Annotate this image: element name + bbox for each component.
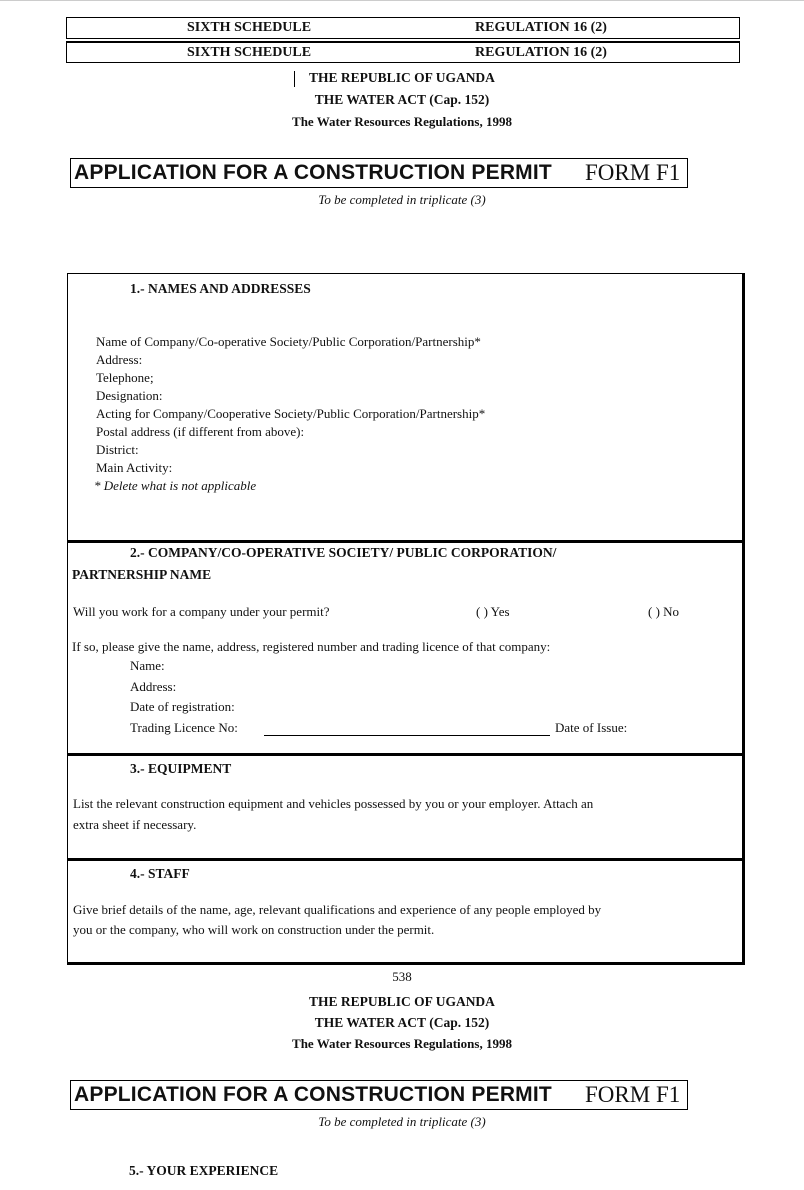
yes-option[interactable]: ( ) Yes xyxy=(476,604,510,619)
field-main-activity: Main Activity: xyxy=(96,460,173,475)
delete-note: * Delete what is not applicable xyxy=(94,478,257,493)
republic-heading: THE REPUBLIC OF UGANDA xyxy=(309,994,495,1009)
field-designation: Designation: xyxy=(96,388,163,403)
section-divider xyxy=(68,540,742,543)
no-option[interactable]: ( ) No xyxy=(648,604,680,619)
staff-instruction: Give brief details of the name, age, relevant qualifications and experience of any people employed by xyxy=(73,902,602,917)
field-company-name: Name of Company/Co-operative Society/Public Corporation/Partnership* xyxy=(96,334,481,349)
field-name: Name: xyxy=(130,658,165,673)
section2-heading-line2: PARTNERSHIP NAME xyxy=(72,567,212,582)
section5-heading: 5.- YOUR EXPERIENCE xyxy=(129,1163,279,1178)
trading-licence-input-line[interactable] xyxy=(264,735,550,736)
section-divider xyxy=(68,753,742,756)
act-heading: THE WATER ACT (Cap. 152) xyxy=(314,1015,490,1030)
regulations-heading: The Water Resources Regulations, 1998 xyxy=(292,114,512,129)
section2-heading: 2.- COMPANY/CO-OPERATIVE SOCIETY/ PUBLIC CORPORATION/ xyxy=(130,545,557,560)
form-title: APPLICATION FOR A CONSTRUCTION PERMIT xyxy=(74,1083,552,1106)
staff-instruction-line2: you or the company, who will work on construction under the permit. xyxy=(73,922,435,937)
regulation-label: REGULATION 16 (2) xyxy=(475,20,607,35)
field-district: District: xyxy=(96,442,139,457)
field-date-of-issue: Date of Issue: xyxy=(555,720,628,735)
section1-heading: 1.- NAMES AND ADDRESSES xyxy=(130,281,311,296)
page-top-border xyxy=(0,0,804,1)
field-telephone: Telephone; xyxy=(96,370,154,385)
work-for-company-question: Will you work for a company under your permit? xyxy=(73,604,330,619)
form-number: FORM F1 xyxy=(585,160,681,185)
field-trading-licence: Trading Licence No: xyxy=(130,720,238,735)
form-title-box xyxy=(70,1080,688,1110)
field-postal-address: Postal address (if different from above): xyxy=(96,424,305,439)
form-title: APPLICATION FOR A CONSTRUCTION PERMIT xyxy=(74,161,552,184)
form-number: FORM F1 xyxy=(585,1082,681,1107)
page-number: 538 xyxy=(392,969,412,984)
section-divider xyxy=(68,858,742,861)
form-frame xyxy=(67,273,745,965)
form-subtitle: To be completed in triplicate (3) xyxy=(318,192,486,207)
equipment-instruction-line2: extra sheet if necessary. xyxy=(73,817,197,832)
field-acting-for: Acting for Company/Cooperative Society/Public Corporation/Partnership* xyxy=(96,406,486,421)
section4-heading: 4.- STAFF xyxy=(130,866,190,881)
equipment-instruction: List the relevant construction equipment and vehicles possessed by you or your employer. Attach an xyxy=(73,796,594,811)
schedule-label: SIXTH SCHEDULE xyxy=(187,20,312,35)
section3-heading: 3.- EQUIPMENT xyxy=(130,761,232,776)
schedule-label: SIXTH SCHEDULE xyxy=(187,45,312,60)
act-heading: THE WATER ACT (Cap. 152) xyxy=(314,92,490,107)
regulations-heading: The Water Resources Regulations, 1998 xyxy=(292,1036,512,1051)
form-subtitle: To be completed in triplicate (3) xyxy=(318,1114,486,1129)
form-title-box xyxy=(70,158,688,188)
republic-heading: THE REPUBLIC OF UGANDA xyxy=(309,70,495,85)
field-company-address: Address: xyxy=(130,679,177,694)
company-details-instruction: If so, please give the name, address, registered number and trading licence of that company: xyxy=(72,639,551,654)
field-date-registration: Date of registration: xyxy=(130,699,235,714)
schedule-row xyxy=(66,17,740,39)
field-address: Address: xyxy=(96,352,143,367)
schedule-row xyxy=(66,41,740,63)
regulation-label: REGULATION 16 (2) xyxy=(475,45,607,60)
